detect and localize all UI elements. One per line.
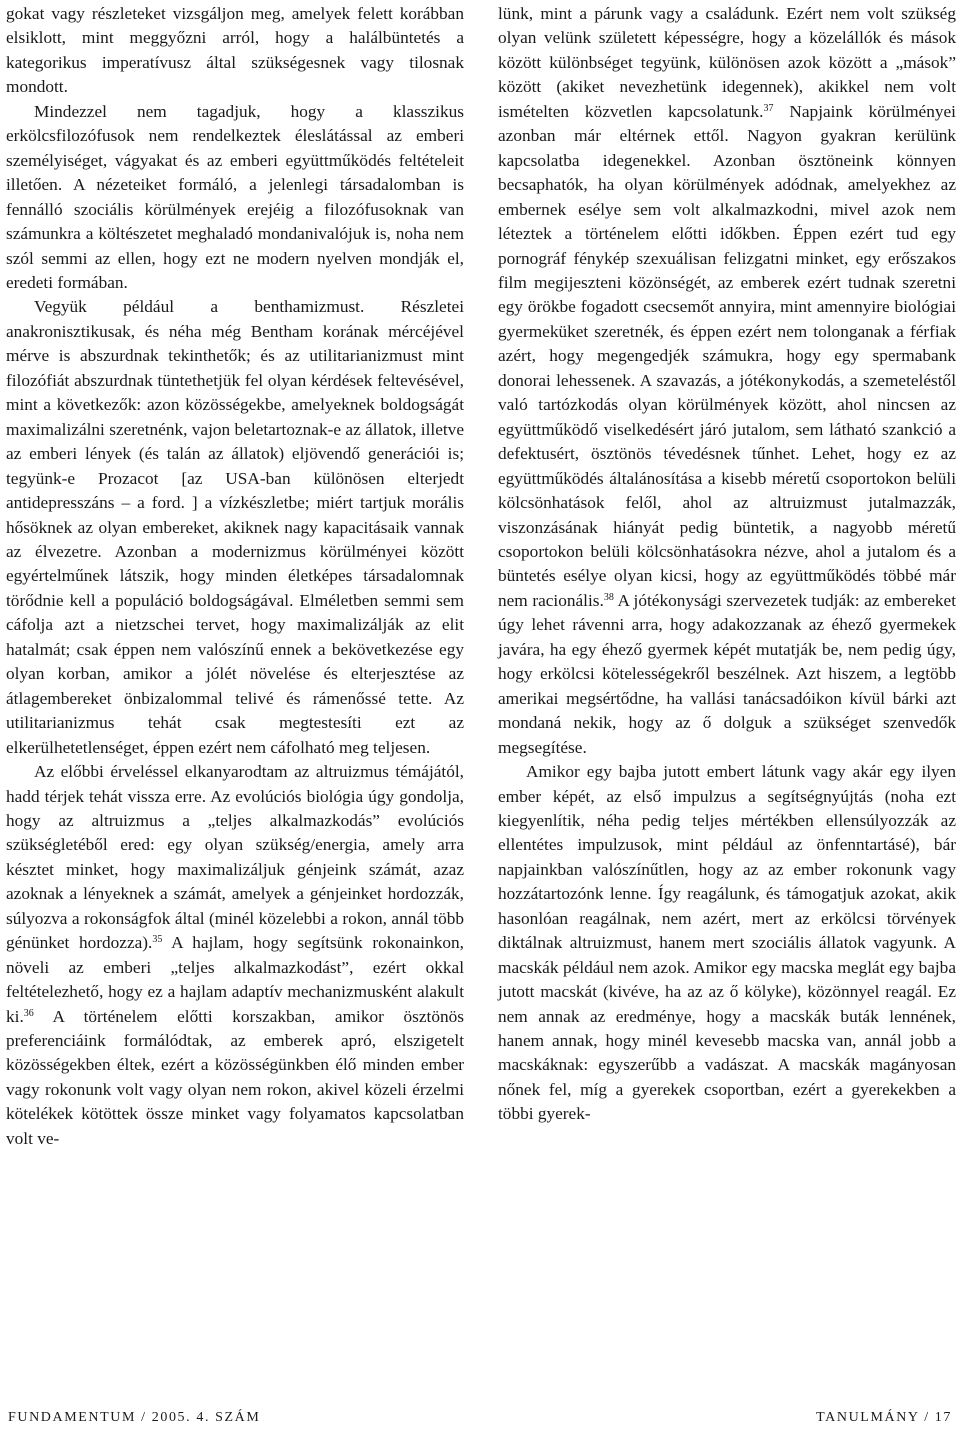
section-page-number: TANULMÁNY / 17 [816, 1410, 952, 1425]
paragraph-text: lünk, mint a párunk vagy a családunk. Ezért nem volt szükség olyan velünk született képességre, hogy a közelállók és mások között különbséget tegyünk, különösen azok között a „mások” között (akiket nevezhetünk idegennek), akikkel nem volt ismételten közvetlen kapcsolatunk. [498, 4, 956, 121]
paragraph [498, 2, 956, 760]
paragraph: gokat vagy részleteket vizsgáljon meg, amelyek felett korábban elsiklott, mint meggyőzni arról, hogy a halálbüntetés a kategorikus imperatívusz által szükségesnek vagy tilosnak mondott. [6, 4, 464, 97]
paragraph-text: A jótékonysági szervezetek tudják: az embereket úgy lehet rávenni arra, hogy adakozzanak az éhező gyermekek javára, ha egy éhező gyermek képét mutatják be, nem pedig úgy, hogy erkölcsi kötelességekről beszélnek. Azt hiszem, a legtöbb amerikai megsértődne, ha vallási tanácsadóikon kívül bárki azt mondaná nekik, hogy az ő dolguk a szükséget szenvedők megsegítése. [498, 590, 956, 757]
paragraph: Vegyük például a benthamizmust. Részletei anakronisztikusak, és néha még Bentham korának mércéjével mérve is abszurdnak tekinthetők; és az utilitarianizmust mint filozófiát abszurdnak tüntethetjük fel olyan kérdések feltevésével, mint a következők: azon közösségekbe, amelyeknek boldogságát maximalizálni szeretnénk, vajon beletartoznak-e az állatok, illetve az emberi lények (és talán az állatok) eljövendő generációi is; tegyünk-e Prozacot [az USA-ban különösen elterjedt antidepresszáns – a ford. ] a vízkészletbe; miért tartjuk morális hősöknek az olyan embereket, akiknek nagy kapacitásaik vannak az élvezetre. Azonban a modernizmus körülményei között egyértelműnek látszik, hogy minden életképes társadalomnak törődnie kell a populáció boldogságával. Elméletben semmi sem cáfolja azt a nietzschei tervet, hogy maximalizálják az elit hatalmát; csak éppen nem valószínű ennek a bekövetkezése egy olyan korban, amikor a jólét növelése és elterjesztése az átlagembereket önbizalommal telivé és rámenőssé tette. Az utilitarianizmus tehát csak megtestesíti ezt az elkerülhetetlenséget, éppen ezért nem cáfolható meg teljesen. [6, 297, 464, 757]
paragraph-text: A hajlam, hogy segítsünk rokonainkon, növeli az emberi „teljes alkalmazkodást”, ezért okkal feltételezhető, hogy ez a hajlam adaptív mechanizmusként alakult ki. [6, 933, 464, 1026]
right-column [498, 2, 956, 1127]
journal-footer: FUNDAMENTUM / 2005. 4. SZÁM [8, 1410, 261, 1425]
paragraph-text: Napjaink körülményei azonban már eltérnek ettől. Nagyon gyakran kerülünk kapcsolatba idegenekkel. Azonban ösztöneink könnyen becsaphatók, ha olyan körülmények adódnak, amelyekhez az embernek esélye sem volt alkalmazkodni, mivel azok nem léteztek a történelem előtti időkben. Éppen ezért tud egy pornográf fénykép szexuálisan felizgatni minket, egy erőszakos film megijeszteni közönségét, az emberek ezért tudnak szeretni egy örökbe fogadott csecsemőt annyira, mint amennyire biológiai gyermeküket szeretnék, és éppen ezért nem tolonganak a férfiak azért, hogy megengedjék számukra, hogy egy spermabank donorai lehessenek. A szavazás, a jótékonykodás, a szemeteléstől való tartózkodás olyan körülmények között, ahol nincsen az együttműködő viselkedésért járó jutalom, sem látható szankció a defektusért, ösztönös tévedésnek tűnhet. Lehet, hogy ez az együttműködés általánosítása a kisebb méretű csoportokon belüli kölcsönhatások felől, ahol az altruizmust jutalmazzák, viszonzásának hiányát pedig büntetik, a nagyobb méretű csoportokon belüli kölcsönhatásokra nézve, ahol a jutalom és a büntetés esélye olyan kicsi, hogy az együttműködés többé már nem racionális. [498, 101, 956, 610]
footnote-ref[interactable]: 38 [603, 591, 614, 603]
footnote-ref[interactable]: 35 [152, 934, 163, 946]
footnote-ref[interactable]: 37 [763, 102, 774, 114]
paragraph: Mindezzel nem tagadjuk, hogy a klasszikus erkölcsfilozófusok nem rendelkeztek éleslátással az emberi személyiséget, vágyakat és az emberi együttműködés feltételeit illetően. A nézeteiket formáló, a jelenlegi társadalomban is fennálló szociális körülmények erejéig a filozófusoknak van számunkra a költészetet meghaladó mondanivalójuk is, noha nem szól semmi az ellen, hogy ezt ne modern nyelven mondják el, eredeti formában. [6, 101, 464, 292]
paragraph [6, 760, 464, 1151]
paragraph-text: A történelem előtti korszakban, amikor ösztönös preferenciáink formálódtak, az emberek apró, elszigetelt közösségekben éltek, ezért a közösségünkben élő minden ember vagy rokonunk volt vagy olyan nem rokon, akivel közeli érzelmi kötelékek kötöttek össze minket vagy folyamatos kapcsolatban volt ve- [6, 1006, 464, 1148]
paragraph-text: Az előbbi érveléssel elkanyarodtam az altruizmus témájától, hadd térjek tehát vissza erre. Az evolúciós biológia úgy gondolja, hogy az altruizmus a „teljes alkalmazkodás” evolúciós szükségletéből ered: egy olyan szükség/energia, amely arra késztet minket, hogy maximalizáljuk génjeink számát, azaz azoknak a lényeknek a számát, amelyek a génjeinket hordozzák, súlyozva a rokonságfok által (minél közelebbi a rokon, annál több génünket hordozza). [6, 762, 464, 953]
left-column [6, 2, 464, 1151]
paragraph: Amikor egy bajba jutott embert látunk vagy akár egy ilyen ember képét, az első impulzus a segítségnyújtás (noha ezt kiegyenlítik, néha pedig teljes mértékben ellensúlyozzák az ellentétes impulzusok, mint például az önfenntartásé), bár napjainkban valószínűtlen, hogy az az ember rokonunk vagy hozzátartozónk lenne. Így reagálunk, és támogatjuk azokat, akik hasonlóan reagálnak, nem azért, mert az erkölcsi törvények diktálnak altruizmust, hanem mert szociális állatok vagyunk. A macskák például nem azok. Amikor egy macska meglát egy bajba jutott macskát (kivéve, ha az az ő kölyke), közönnyel reagál. Ez nem annak az eredménye, hogy a macskák buták lennének, hanem annak, hogy minél kevesebb macska van, annál jobb a macskáknak: egyszerűbb a vadászat. A macskák magányosan nőnek fel, míg a gyerekek csoportban, ezért a gyerekekben a többi gyerek- [498, 762, 956, 1124]
footnote-ref[interactable]: 36 [23, 1007, 34, 1019]
